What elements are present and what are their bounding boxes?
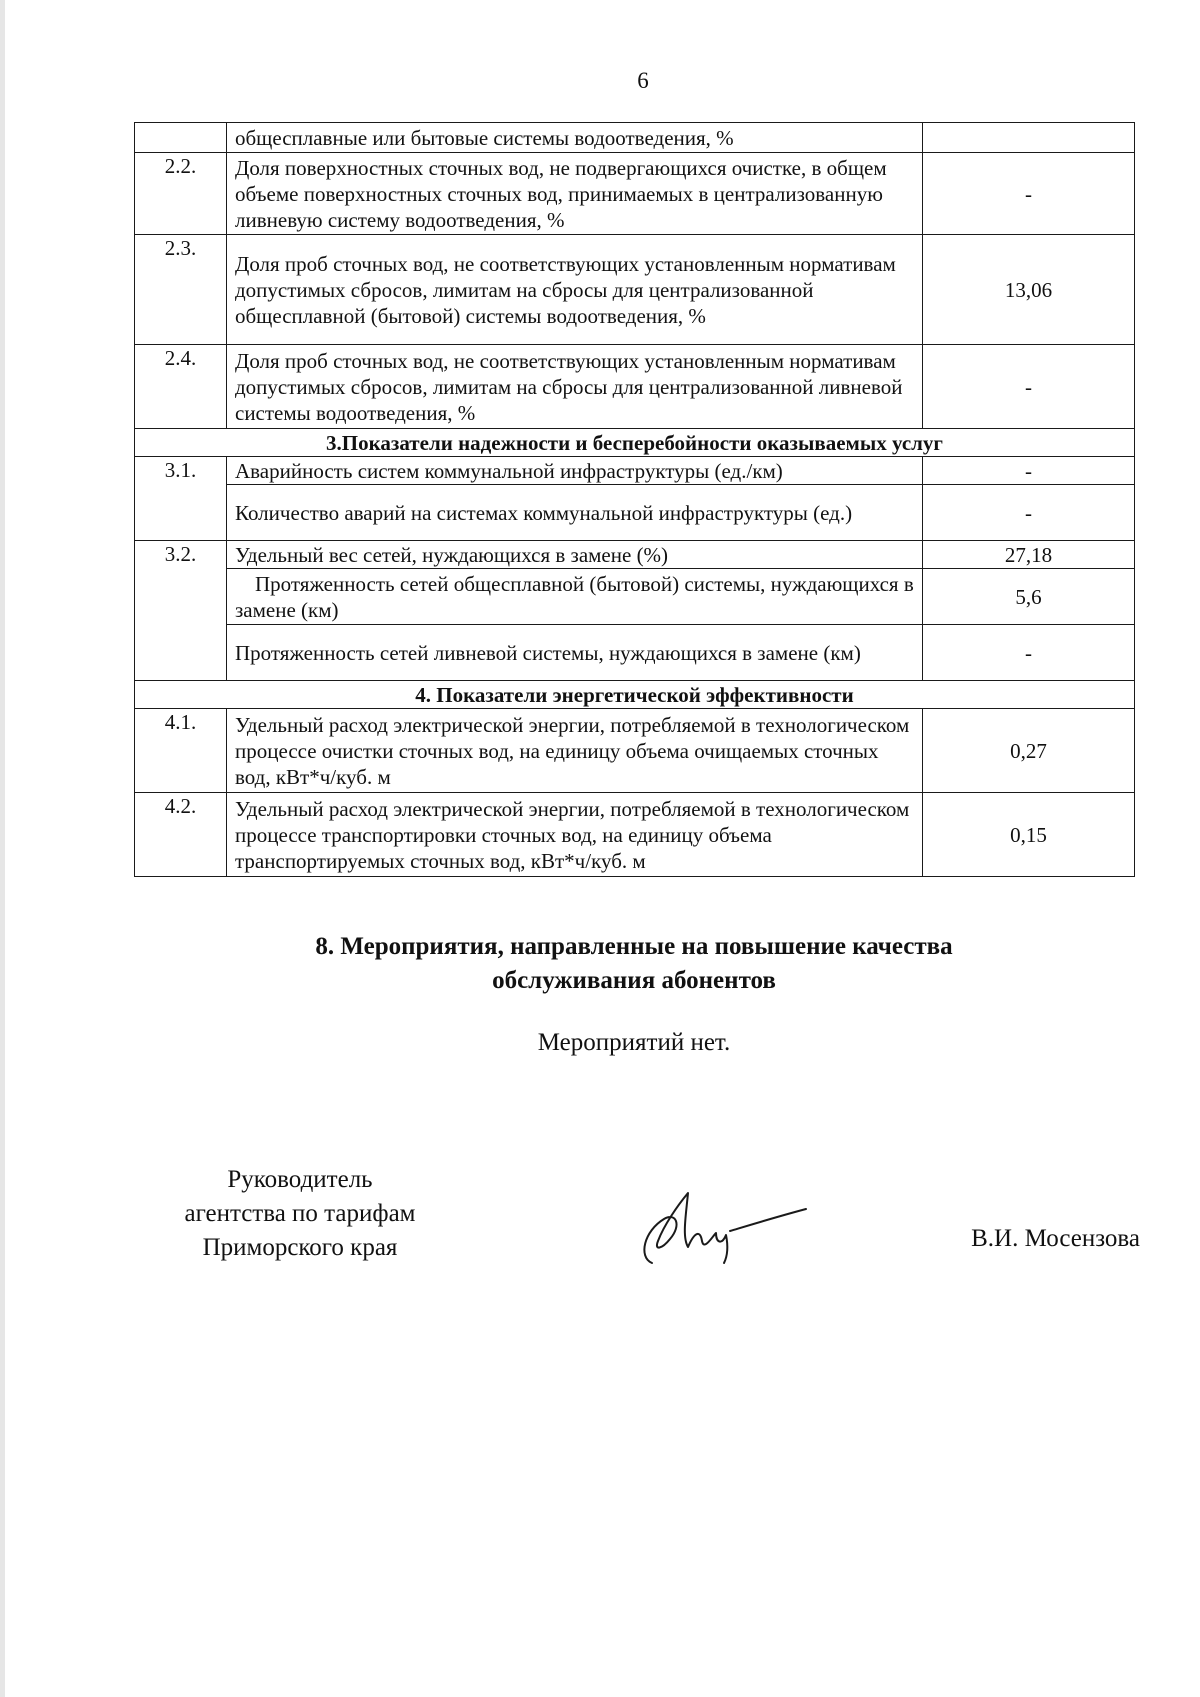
row-value: 13,06 [923,235,1135,345]
scan-edge [0,0,5,1697]
signatory-position-line: агентства по тарифам [184,1200,416,1227]
signatory-name: В.И. Мосензова [971,1225,1140,1252]
row-text: Протяженность сетей общесплавной (бытовой) системы, нуждающихся в замене (км) [227,569,923,625]
row-value: 27,18 [923,541,1135,569]
row-text: общесплавные или бытовые системы водоотведения, % [227,123,923,153]
signatory-position-line: Руководитель [227,1166,373,1193]
row-text: Количество аварий на системах коммунальной инфраструктуры (ед.) [227,485,923,541]
row-number: 3.1. [135,457,227,485]
table-row [135,793,1135,877]
row-text: Протяженность сетей ливневой системы, нуждающихся в замене (км) [227,625,923,681]
row-text: Доля поверхностных сточных вод, не подвергающихся очистке, в общем объеме поверхностных сточных вод, принимаемых в централизованную ливневую систему водоотведения, % [227,153,923,235]
section-8-heading [134,930,1134,998]
row-number: 4.1. [135,709,227,793]
row-value [923,123,1135,153]
table-row [135,235,1135,345]
table-row [135,123,1135,153]
section-8-body: Мероприятий нет. [537,1029,731,1056]
page-number: 6 [637,68,649,93]
row-number [135,625,227,681]
section-row [135,429,1135,457]
row-text: Доля проб сточных вод, не соответствующих установленным нормативам допустимых сбросов, лимитам на сбросы для централизованной ливневой системы водоотведения, % [227,345,923,429]
row-value: 0,15 [923,793,1135,877]
section-heading: 4. Показатели энергетической эффективности [135,681,1135,709]
row-number: 4.2. [135,793,227,877]
signatory-position [140,1163,460,1265]
row-value: - [923,457,1135,485]
row-value: - [923,153,1135,235]
table-row [135,345,1135,429]
row-value: - [923,485,1135,541]
table-row [135,569,1135,625]
row-text: Доля проб сточных вод, не соответствующих установленным нормативам допустимых сбросов, лимитам на сбросы для централизованной общесплавной (бытовой) системы водоотведения, % [227,235,923,345]
row-value: 0,27 [923,709,1135,793]
row-text: Удельный расход электрической энергии, потребляемой в технологическом процессе очистки сточных вод, на единицу объема очищаемых сточных вод, кВт*ч/куб. м [227,709,923,793]
row-number: 2.2. [135,153,227,235]
row-text: Удельный вес сетей, нуждающихся в замене (%) [227,541,923,569]
handwritten-signature [630,1185,810,1275]
section-8-heading-line: обслуживания абонентов [492,967,776,994]
row-number: 2.3. [135,235,227,345]
table-row [135,457,1135,485]
table-row [135,709,1135,793]
table-row [135,485,1135,541]
table-row [135,541,1135,569]
table-row [135,153,1135,235]
row-value: 5,6 [923,569,1135,625]
row-number: 3.2. [135,541,227,569]
row-number [135,123,227,153]
section-heading: 3.Показатели надежности и бесперебойности оказываемых услуг [135,429,1135,457]
row-number [135,569,227,625]
row-number [135,485,227,541]
section-row [135,681,1135,709]
section-8-heading-line: 8. Мероприятия, направленные на повышение качества [315,933,953,960]
indicators-table [134,122,1135,877]
row-value: - [923,345,1135,429]
row-value: - [923,625,1135,681]
signatory-position-line: Приморского края [202,1234,398,1261]
row-text: Аварийность систем коммунальной инфраструктуры (ед./км) [227,457,923,485]
table-row [135,625,1135,681]
row-number: 2.4. [135,345,227,429]
row-text: Удельный расход электрической энергии, потребляемой в технологическом процессе транспортировки сточных вод, на единицу объема транспортируемых сточных вод, кВт*ч/куб. м [227,793,923,877]
